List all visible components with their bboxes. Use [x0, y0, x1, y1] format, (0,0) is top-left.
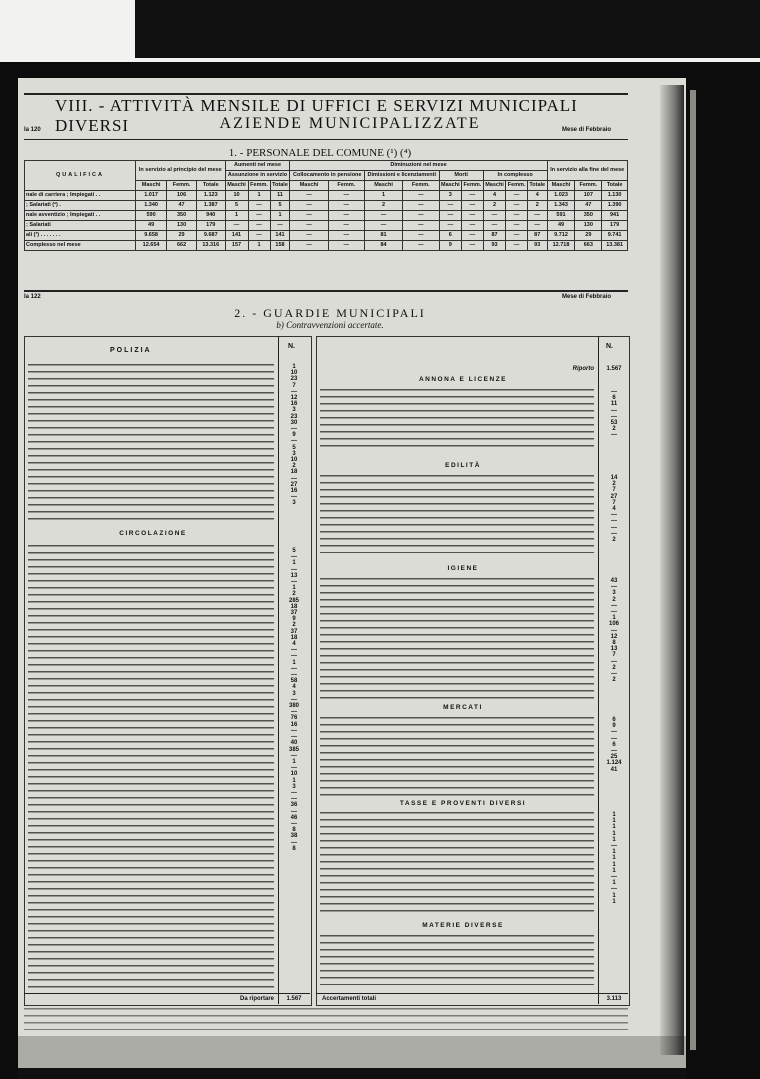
left-n-divider — [278, 336, 279, 1004]
header-collocamento: Collocamento in pensione — [290, 171, 365, 181]
header-diminuzioni: Diminuzioni nel mese — [290, 161, 547, 171]
table-cell: — — [462, 191, 484, 201]
annona-numbers: — 6 11 — — 53 2 — — [610, 389, 618, 439]
book-shadow-top — [135, 0, 760, 58]
table-cell: — — [527, 221, 547, 231]
table-cell: 1.390 — [602, 201, 628, 211]
row-label: nale di carriera ; Impiegati . . — [25, 191, 136, 201]
section2-title: 2. - GUARDIE MUNICIPALI — [234, 306, 426, 320]
table-cell: — — [290, 241, 328, 251]
table-cell: — — [328, 231, 364, 241]
section-separator — [24, 290, 628, 292]
header-fine: In servizio alla fine del mese — [547, 161, 627, 181]
subheader-cell: Femm. — [403, 181, 439, 191]
table-cell: — — [439, 221, 462, 231]
table-cell: — — [248, 231, 270, 241]
table-cell: 941 — [602, 211, 628, 221]
table-cell: 49 — [136, 221, 167, 231]
row-label: ; Salariati — [25, 221, 136, 231]
igiene-entries — [320, 578, 594, 700]
igiene-numbers: 43 — 3 2 — — 1 106 — 12 8 13 7 — 2 — 2 — [608, 578, 619, 684]
subheader-cell: Maschi — [439, 181, 462, 191]
month-label: Mese di Febbraio — [562, 127, 612, 133]
table-cell: 11 — [270, 191, 290, 201]
table-cell: — — [439, 201, 462, 211]
table-cell: 1.130 — [602, 191, 628, 201]
table-cell: 81 — [365, 231, 403, 241]
table-cell: — — [290, 201, 328, 211]
subheader-cell: Maschi — [547, 181, 575, 191]
annona-heading: ANNONA E LICENZE — [400, 376, 526, 383]
table-cell: 93 — [527, 241, 547, 251]
table-cell: 940 — [196, 211, 225, 221]
subheader-cell: Totale — [527, 181, 547, 191]
table-cell: 6 — [439, 231, 462, 241]
right-total-rule — [316, 993, 628, 994]
page-subtitle: AZIENDE MUNICIPALIZZATE — [219, 115, 481, 132]
table-cell: — — [225, 221, 248, 231]
riporto-label: Riporto — [572, 366, 594, 372]
left-total-value: 1.567 — [286, 996, 302, 1002]
circolazione-entries — [28, 545, 274, 990]
table-cell: 47 — [575, 201, 602, 211]
table-cell: 179 — [196, 221, 225, 231]
materie-heading: MATERIE DIVERSE — [410, 922, 516, 929]
table-cell: 29 — [167, 231, 197, 241]
table-cell: 47 — [167, 201, 197, 211]
table-cell: — — [328, 221, 364, 231]
table-cell: 12.654 — [136, 241, 167, 251]
table-cell: 350 — [167, 211, 197, 221]
header-complesso: In complesso — [483, 171, 547, 181]
table-cell: 1 — [270, 211, 290, 221]
subheader-cell: Totale — [196, 181, 225, 191]
table-cell: 591 — [547, 211, 575, 221]
table-cell: 13.381 — [602, 241, 628, 251]
table-row — [25, 201, 628, 211]
page-bottom-shadow — [18, 1036, 686, 1079]
table-row — [25, 241, 628, 251]
table-cell: — — [290, 211, 328, 221]
personnel-table — [24, 160, 628, 251]
section-rule — [24, 139, 628, 140]
subheader-cell: Maschi — [365, 181, 403, 191]
edilita-heading: EDILITÀ — [420, 462, 506, 469]
table-cell: 9.658 — [136, 231, 167, 241]
table-cell: 2 — [483, 201, 506, 211]
table-cell: — — [328, 191, 364, 201]
book-spine — [660, 85, 684, 1055]
riporto-value: 1.567 — [606, 366, 622, 372]
subheader-cell: Maschi — [225, 181, 248, 191]
table-cell: — — [248, 221, 270, 231]
table-row — [25, 221, 628, 231]
table-cell: 157 — [225, 241, 248, 251]
table-cell: 84 — [365, 241, 403, 251]
right-total-value: 3.113 — [606, 996, 622, 1002]
table-cell: 9.712 — [547, 231, 575, 241]
section2-subtitle: b) Contravvenzioni accertate. — [276, 320, 384, 330]
table-row — [25, 211, 628, 221]
tasse-entries — [320, 812, 594, 917]
table-cell: — — [506, 201, 528, 211]
subheader-cell: Femm. — [462, 181, 484, 191]
header-morti: Morti — [439, 171, 483, 181]
subheader-cell: Maschi — [483, 181, 506, 191]
table-cell: — — [403, 221, 439, 231]
right-n-header: N. — [606, 343, 613, 350]
table-cell: — — [483, 211, 506, 221]
table-cell: — — [462, 231, 484, 241]
table-cell: 1 — [225, 211, 248, 221]
table-cell: 1.340 — [136, 201, 167, 211]
table-cell: 3 — [439, 191, 462, 201]
table-cell: 141 — [270, 231, 290, 241]
table-cell: 1.387 — [196, 201, 225, 211]
subheader-cell: Femm. — [328, 181, 364, 191]
table-cell: — — [403, 211, 439, 221]
table-cell: 158 — [270, 241, 290, 251]
polizia-entries — [28, 364, 274, 524]
table-cell: 106 — [167, 191, 197, 201]
table-cell: — — [248, 201, 270, 211]
subheader-cell: Maschi — [136, 181, 167, 191]
table-cell: 5 — [225, 201, 248, 211]
subheader-cell: Totale — [270, 181, 290, 191]
table-cell: — — [403, 191, 439, 201]
table-cell: — — [403, 201, 439, 211]
page-edge — [690, 90, 696, 1050]
tasse-numbers: 1 1 1 1 1 — 1 1 1 1 — 1 — 1 1 — [611, 812, 617, 905]
header-assunzione: Assunzione in servizio — [225, 171, 290, 181]
table-cell: — — [462, 221, 484, 231]
table-cell: 130 — [575, 221, 602, 231]
section1-title: 1. - PERSONALE DEL COMUNE (¹) (⁴) — [228, 147, 412, 159]
subheader-cell: Maschi — [290, 181, 328, 191]
left-total-rule — [24, 993, 310, 994]
table-cell: 1 — [365, 191, 403, 201]
table-cell: 590 — [136, 211, 167, 221]
table-cell: 141 — [225, 231, 248, 241]
circolazione-numbers: 5 — 1 — 13 — 1 2 285 18 37 9 2 37 18 4 — — 1 — — 58 4 3 — 380 — 76 16 — — 40 385 — 1 — 10 1 3 — — 36 — 46 — 8 38 — 8 — [288, 548, 299, 852]
table-cell: 87 — [483, 231, 506, 241]
table-cell: 1 — [248, 241, 270, 251]
table-cell: 1 — [248, 191, 270, 201]
table-cell: 4 — [527, 191, 547, 201]
header-inizio: In servizio al principio del mese — [136, 161, 226, 181]
mercati-entries — [320, 717, 594, 797]
table-cell: 5 — [270, 201, 290, 211]
table-cell: — — [328, 201, 364, 211]
table-cell: — — [403, 241, 439, 251]
table-cell: 663 — [575, 241, 602, 251]
table-cell: 93 — [483, 241, 506, 251]
table-cell: — — [365, 221, 403, 231]
table-cell: 87 — [527, 231, 547, 241]
table-cell: 12.718 — [547, 241, 575, 251]
tasse-heading: TASSE E PROVENTI DIVERSI — [395, 800, 531, 807]
table-cell: — — [462, 201, 484, 211]
polizia-heading: POLIZIA — [110, 347, 152, 354]
table-cell: 10 — [225, 191, 248, 201]
subheader-cell: Femm. — [575, 181, 602, 191]
subheader-cell: Femm. — [248, 181, 270, 191]
table-cell: — — [328, 211, 364, 221]
igiene-heading: IGIENE — [425, 565, 501, 572]
polizia-numbers: 1 10 23 7 — 12 16 3 23 30 — 9 — 5 3 10 2 18 — 27 16 — 3 — [290, 364, 298, 507]
table-cell: — — [506, 191, 528, 201]
table-cell: 9.741 — [602, 231, 628, 241]
table-cell: 2 — [527, 201, 547, 211]
table-cell: — — [506, 221, 528, 231]
table-cell: 49 — [547, 221, 575, 231]
table-cell: 13.316 — [196, 241, 225, 251]
table-cell: — — [290, 191, 328, 201]
table-row — [25, 191, 628, 201]
table-cell: 4 — [483, 191, 506, 201]
table-cell: 1.123 — [196, 191, 225, 201]
page-title: VIII. - ATTIVITÀ MENSILE DI UFFICI E SERVIZI MUNICIPALI DIVERSI — [55, 96, 578, 135]
table-cell: — — [462, 211, 484, 221]
table-row — [25, 231, 628, 241]
edilita-entries — [320, 475, 594, 553]
materie-entries — [320, 935, 594, 985]
table-cell: 107 — [575, 191, 602, 201]
row-label: ; Salariati (²) . — [25, 201, 136, 211]
table-cell: — — [248, 211, 270, 221]
mercati-numbers: 6 9 — — 6 — 25 1.124 41 — [606, 717, 622, 773]
table-cell: 1.023 — [547, 191, 575, 201]
table-cell: — — [506, 211, 528, 221]
row-label: nale avventizio ; Impiegati . . — [25, 211, 136, 221]
table-cell: — — [403, 231, 439, 241]
table-ref-left: la 120 — [24, 127, 41, 133]
table-ref-left-2: la 122 — [24, 294, 41, 300]
subheader-cell: Femm. — [167, 181, 197, 191]
header-aumenti: Aumenti nel mese — [225, 161, 290, 171]
table-cell: 130 — [167, 221, 197, 231]
table-cell: 350 — [575, 211, 602, 221]
table-cell: — — [483, 221, 506, 231]
table-cell: — — [439, 211, 462, 221]
table-cell: 9 — [439, 241, 462, 251]
table-cell: 29 — [575, 231, 602, 241]
month-label-2: Mese di Febbraio — [562, 294, 612, 300]
table-cell: 662 — [167, 241, 197, 251]
footnotes — [24, 1008, 628, 1030]
qualifica-header: QUALIFICA — [25, 161, 136, 191]
table-cell: — — [328, 241, 364, 251]
left-total-label: Da riportare — [239, 996, 274, 1002]
right-total-label: Accertamenti totali — [322, 996, 377, 1002]
table-cell: — — [290, 231, 328, 241]
subheader-cell: Totale — [602, 181, 628, 191]
table-cell: 9.687 — [196, 231, 225, 241]
left-n-header: N. — [288, 343, 295, 350]
table-cell: 1.343 — [547, 201, 575, 211]
mercati-heading: MERCATI — [420, 704, 506, 711]
edilita-numbers: 14 2 7 27 7 4 — — — — 2 — [610, 475, 618, 544]
table-cell: 1.017 — [136, 191, 167, 201]
table-cell: — — [290, 221, 328, 231]
table-cell: — — [506, 241, 528, 251]
header-rule — [24, 93, 628, 95]
annona-entries — [320, 389, 594, 447]
table-cell: — — [527, 211, 547, 221]
header-dimissioni: Dimissioni e licenziamenti — [365, 171, 440, 181]
right-n-divider — [598, 336, 599, 1004]
table-cell: 179 — [602, 221, 628, 231]
table-cell: — — [365, 211, 403, 221]
row-label: Complesso nel mese — [25, 241, 136, 251]
table-cell: — — [270, 221, 290, 231]
table-cell: 2 — [365, 201, 403, 211]
subheader-cell: Femm. — [506, 181, 528, 191]
circolazione-heading: CIRCOLAZIONE — [80, 530, 226, 537]
table-cell: — — [462, 241, 484, 251]
row-label: ali (³) . . . . . . . — [25, 231, 136, 241]
table-cell: — — [506, 231, 528, 241]
